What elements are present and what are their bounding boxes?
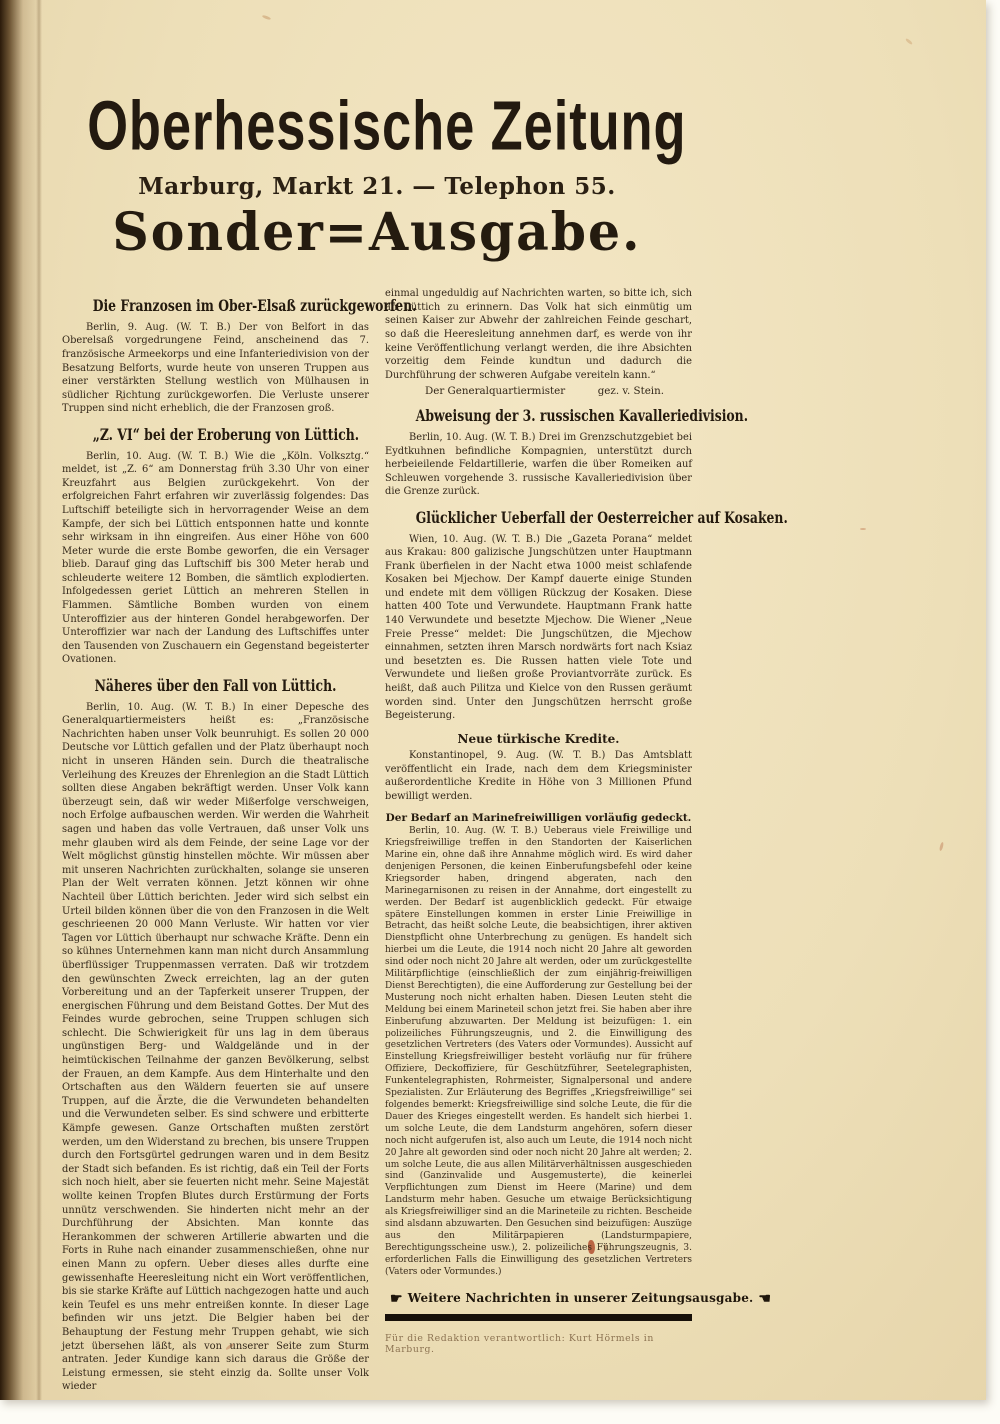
notice-turkish-credits [385, 732, 692, 804]
more-news-text: Weitere Nachrichten in unserer Zeitungsausgabe. [407, 1290, 754, 1305]
imprint-line: Für die Redaktion verantwortlich: Kurt Hörmels in Marburg. [385, 1332, 654, 1355]
article-headline: Glücklicher Ueberfall der Oesterreicher auf Kosaken. [415, 507, 788, 527]
article-french-repulsed [62, 296, 417, 416]
article-body: Berlin, 10. Aug. (W. T. B.) In einer Depesche des Generalquartiermeisters heißt es: „Französische Nachrichten haben unser Volk beunruhigt. Es sollen 20 000 Deutsche vor Lüttich gefallen und der Platz überhaupt noch nicht in unseren Händen sein. Durch die theatralische Verleihung des Kreuzes der Ehrenlegion an die Stadt Lüttich sollten diese Angaben bekräftigt werden. Unser Volk kann überzeugt sein, daß wir weder Mißerfolge verschweigen, noch Erfolge aufbauschen werden. Wir werden die Wahrheit sagen und haben das volle Vertrauen, daß unser Volk uns mehr glauben wird als dem Feinde, der seine Lage vor der Welt möglichst günstig hinstellen möchte. Wir müssen aber mit unseren Nachrichten zurückhalten, solange sie unseren Plan der Welt verraten können. Jetzt können wir ohne Nachteil über Lüttich berichten. Jeder wird sich selbst ein Urteil bilden können über die von den Franzosen in die Welt geschrieenen 20 000 Mann Verluste. Wir hatten vor vier Tagen vor Lüttich überhaupt nur schwache Kräfte. Denn ein so kühnes Unternehmen kann man nicht durch Ansammlung überflüssiger Truppenmassen verraten. Daß wir trotzdem den gewünschten Zweck erreichten, lag an der guten Vorbereitung und an der Tapferkeit unserer Truppen, der energischen Führung und dem Beistand Gottes. Der Mut des Feindes wurde gebrochen, seine Truppen schlugen sich schlecht. Die Schwierigkeit für uns lag in dem überaus ungünstigen Berg- und Waldgelände und in der heimtückischen Teilnahme der ganzen Bevölkerung, selbst der Frauen, an dem Kampfe. Aus dem Hinterhalte und den Ortschaften aus den Wäldern feuerten sie auf unsere Truppen, auf die Ärzte, die die Verwundeten behandelten und die Verwundeten selber. Es sind schwere und erbitterte Kämpfe gewesen. Ganze Ortschaften mußten zerstört werden, um den Widerstand zu brechen, bis unsere Truppen durch den Fortsgürtel gedrungen waren und in dem Besitz der Stadt sich befanden. Es ist richtig, daß ein Teil der Forts sich noch hielt, aber sie feuerten nicht mehr. Seine Majestät wollte keinen Tropfen Blutes durch Erstürmung der Forts unnütz verschwenden. Sie hinderten nicht mehr an der Durchführung der Absichten. Man konnte das Herankommen der schweren Artillerie abwarten und die Forts in Ruhe nach einander zusammenschießen, ohne nur einen Mann zu opfern. Ueber dieses alles durfte eine gewissenhafte Heeresleitung nicht ein Wort veröffentlichen, bis sie starke Kräfte auf Lüttich nachgezogen hatte und auch kein Teufel es uns mehr entreißen konnte. In dieser Lage befinden wir uns jetzt. Die Belgier haben bei der Behauptung der Festung mehr Truppen gehabt, wie sich jetzt übersehen läßt, als von unserer Seite zum Sturm antraten. Jeder Kundige kann sich daraus die Größe der Leistung ermessen, sie steht einzig da. Sollte unser Volk wieder [62, 701, 369, 1393]
masthead-address: Marburg, Markt 21. — Telephon 55. [138, 173, 616, 200]
paper-speck [860, 528, 866, 530]
article-columns [62, 287, 788, 1400]
paper-speck [262, 15, 271, 21]
signature-role: Der Generalquartiermister [425, 385, 566, 398]
article-body: Berlin, 9. Aug. (W. T. B.) Der von Belfort in das Oberelsaß vorgedrungene Feind, anscheinend das 7. französische Armeekorps und eine Infanteriedivision von der Besatzung Belforts, wurde heute von unseren Truppen aus einer verstärkten Stellung westlich von Mülhausen in südlicher Richtung zurückgeworfen. Die Verluste unserer Truppen sind nicht erheblich, die der Franzosen groß. [62, 321, 369, 415]
left-column [62, 287, 417, 1400]
article-fall-of-luettich [62, 677, 369, 1394]
more-news-banner [385, 1290, 772, 1307]
article-austrian-raid [385, 507, 788, 723]
notice-headline: Neue türkische Kredite. [457, 731, 620, 746]
manicule-left-icon: ☚ [758, 1290, 772, 1307]
notice-headline: Der Bedarf an Marinefreiwilligen vorläufig gedeckt. [385, 811, 692, 824]
signature-name: gez. v. Stein. [597, 385, 664, 398]
page-crease [36, 0, 42, 1400]
printed-area [62, 78, 788, 1400]
manicule-right-icon: ☛ [390, 1290, 403, 1307]
article-body: Wien, 10. Aug. (W. T. B.) Die „Gazeta Porana“ meldet aus Krakau: 800 galizische Jungschützen unter Hauptmann Frank überfielen in der Nacht etwa 1000 meist schlafende Kosaken bei Mjechow. Der Kampf dauerte einige Stunden und endete mit dem völligen Rückzug der Kosaken. Diese hatten 400 Tote und Verwundete. Hauptmann Frank hatte 140 Verwundete und besetzte Mjechow. Die Wiener „Neue Freie Presse“ meldet: Die Jungschützen, die Mjechow einnahmen, setzten ihren Marsch nordwärts fort nach Ksiaz und besetzten es. Die Russen hatten viele Tote und Verwundete und ließen große Proviantvorräte zurück. Es heißt, daß auch Pilitza und Kielce von den Russen geräumt worden sind. Unter den Jungschützen herrscht große Begeisterung. [385, 533, 692, 722]
notice-body: Konstantinopel, 9. Aug. (W. T. B.) Das Amtsblatt veröffentlicht ein Irade, nach dem dem Kriegsminister außerordentliche Kredite in Höhe von 3 Millionen Pfund bewilligt werden. [385, 750, 692, 802]
right-column [385, 287, 788, 1400]
signature-line [385, 382, 692, 397]
article-headline: Näheres über den Fall von Lüttich. [94, 676, 337, 696]
paper-speck [905, 38, 913, 45]
masthead [62, 87, 692, 263]
article-body: Berlin, 10. Aug. (W. T. B.) Drei im Grenzschutzgebiet bei Eydtkuhnen befindliche Kompagnien, unterstützt durch herbeieilende Feldartillerie, warfen die über Romeiken auf Schleuwen vorgehende 3. russische Kavalleriedivision über die Grenze zurück. [385, 431, 692, 498]
notice-navy-volunteers [385, 812, 692, 1279]
article-continuation: einmal ungeduldig auf Nachrichten warten, so bitte ich, sich an Lüttich zu erinnern. Das Volk hat sich einmütig um seinen Kaiser zur Abwehr der zahlreichen Feinde geschart, so daß die Heeresleitung annehmen darf, es werde von ihr keine Veröffentlichung verlangt werden, die ihre Absichten vorzeitig dem Feinde kundtun und dadurch die Durchführung der schweren Aufgabe vereiteln kann.“ [385, 288, 692, 381]
newspaper-title: Oberhessische Zeitung [87, 87, 687, 166]
paper-speck [939, 842, 944, 851]
article-headline: Die Franzosen im Ober-Elsaß zurückgeworfen. [92, 296, 417, 316]
edition-title: Sonder=Ausgabe. [112, 202, 642, 263]
notice-body: Berlin, 10. Aug. (W. T. B.) Ueberaus viele Freiwillige und Kriegsfreiwillige treffen in den Standorten der Kaiserlichen Marine ein, ohne daß ihre Annahme möglich wird. Es wird daher denjenigen Personen, die keinen Einberufungsbefehl oder keine Kriegsorder haben, dringend abgeraten, nach den Marinegarnisonen zu reisen in der Annahme, dort eingestellt zu werden. Der Bedarf ist augenblicklich gedeckt. Für etwaige spätere Einstellungen kommen in erster Linie Freiwillige in Betracht, das heißt solche Leute, die beabsichtigen, ihrer aktiven Dienstpflicht ohne Unterbrechung zu genügen. Es handelt sich hierbei um die Leute, die 1914 noch nicht 20 Jahre alt geworden sind oder noch nicht 20 Jahre alt werden, oder um zurückgestellte Militärpflichtige (einschließlich der zum einjährig-freiwilligen Dienst Berechtigten), die eine Aufforderung zur Gestellung bei der Musterung noch nicht erhalten haben. Diesen Leuten steht die Meldung bei einem Marineteil schon jetzt frei. Sie haben aber ihre Einberufung abzuwarten. Der Meldung ist beizufügen: 1. ein polizeiliches Führungszeugnis, und 2. die Einwilligung des gesetzlichen Vertreters (des Vaters oder Vormundes). Aussicht auf Einstellung Kriegsfreiwilliger besteht vorläufig nur für frühere Offiziere, Deckoffiziere, für Geschützführer, Seetelegraphisten, Funkentelegraphisten, Rohrmeister, Signalpersonal und andere Spezialisten. Zur Erläuterung des Begriffes „Kriegsfreiwillige“ sei folgendes bemerkt: Kriegsfreiwillige sind solche Leute, die für die Dauer des Krieges eingestellt werden. Es handelt sich hierbei 1. um solche Leute, die dem Landsturm angehören, sofern dieser noch nicht aufgerufen ist, also auch um Leute, die 1914 noch nicht 20 Jahre alt geworden sind oder noch nicht 20 Jahre alt werden; 2. um solche Leute, die aus allen Militärverhältnissen ausgeschieden sind (Ganzinvalide und Ausgemusterte), die keinerlei Verpflichtungen zum Dienst im Heere (Marine) und dem Landsturm mehr haben. Gesuche um etwaige Berücksichtigung als Kriegsfreiwilliger sind an die Marineteile zu richten. Bescheide sind alsdann abzuwarten. Den Gesuchen sind beizufügen: Auszüge aus den Militärpapieren (Landsturmpapiere, Berechtigungsscheine usw.), 2. polizeiliches Führungszeugnis, 3. erforderlichen Falls die Einwilligung des gesetzlichen Vertreters (Vaters oder Vormundes.) [385, 826, 692, 1277]
article-headline: Abweisung der 3. russischen Kavalleriedivision. [415, 406, 749, 426]
article-headline: „Z. VI“ bei der Eroberung von Lüttich. [92, 424, 360, 444]
article-body: Berlin, 10. Aug. (W. T. B.) Wie die „Köln. Volksztg.“ meldet, ist „Z. 6“ am Donnerstag früh 3.30 Uhr von einer Kreuzfahrt aus Belgien zurückgekehrt. Von der erfolgreichen Fahrt erfahren wir zuverlässig folgendes: Das Luftschiff beteiligte sich in hervorragender Weise an dem Kampfe, der sich bei Lüttich entsponnen hatte und konnte sehr wirksam in ihn eingreifen. Aus einer Höhe von 600 Meter wurde die erste Bombe geworfen, die ein Versager blieb. Darauf ging das Luftschiff bis 300 Meter herab und schleuderte weitere 12 Bomben, die sämtlich explodierten. Infolgedessen geriet Lüttich an mehreren Stellen in Flammen. Sämtliche Bomben wurden von einem Unteroffizier aus der hinteren Gondel herabgeworfen. Der Unteroffizier war nach der Landung des Luftschiffes unter den Tausenden von Zuschauern ein Gegenstand begeisterter Ovationen. [62, 450, 369, 666]
article-zeppelin-luettich [62, 426, 369, 667]
bottom-rule [385, 1314, 692, 1321]
article-cavalry-repulsed [385, 406, 749, 499]
